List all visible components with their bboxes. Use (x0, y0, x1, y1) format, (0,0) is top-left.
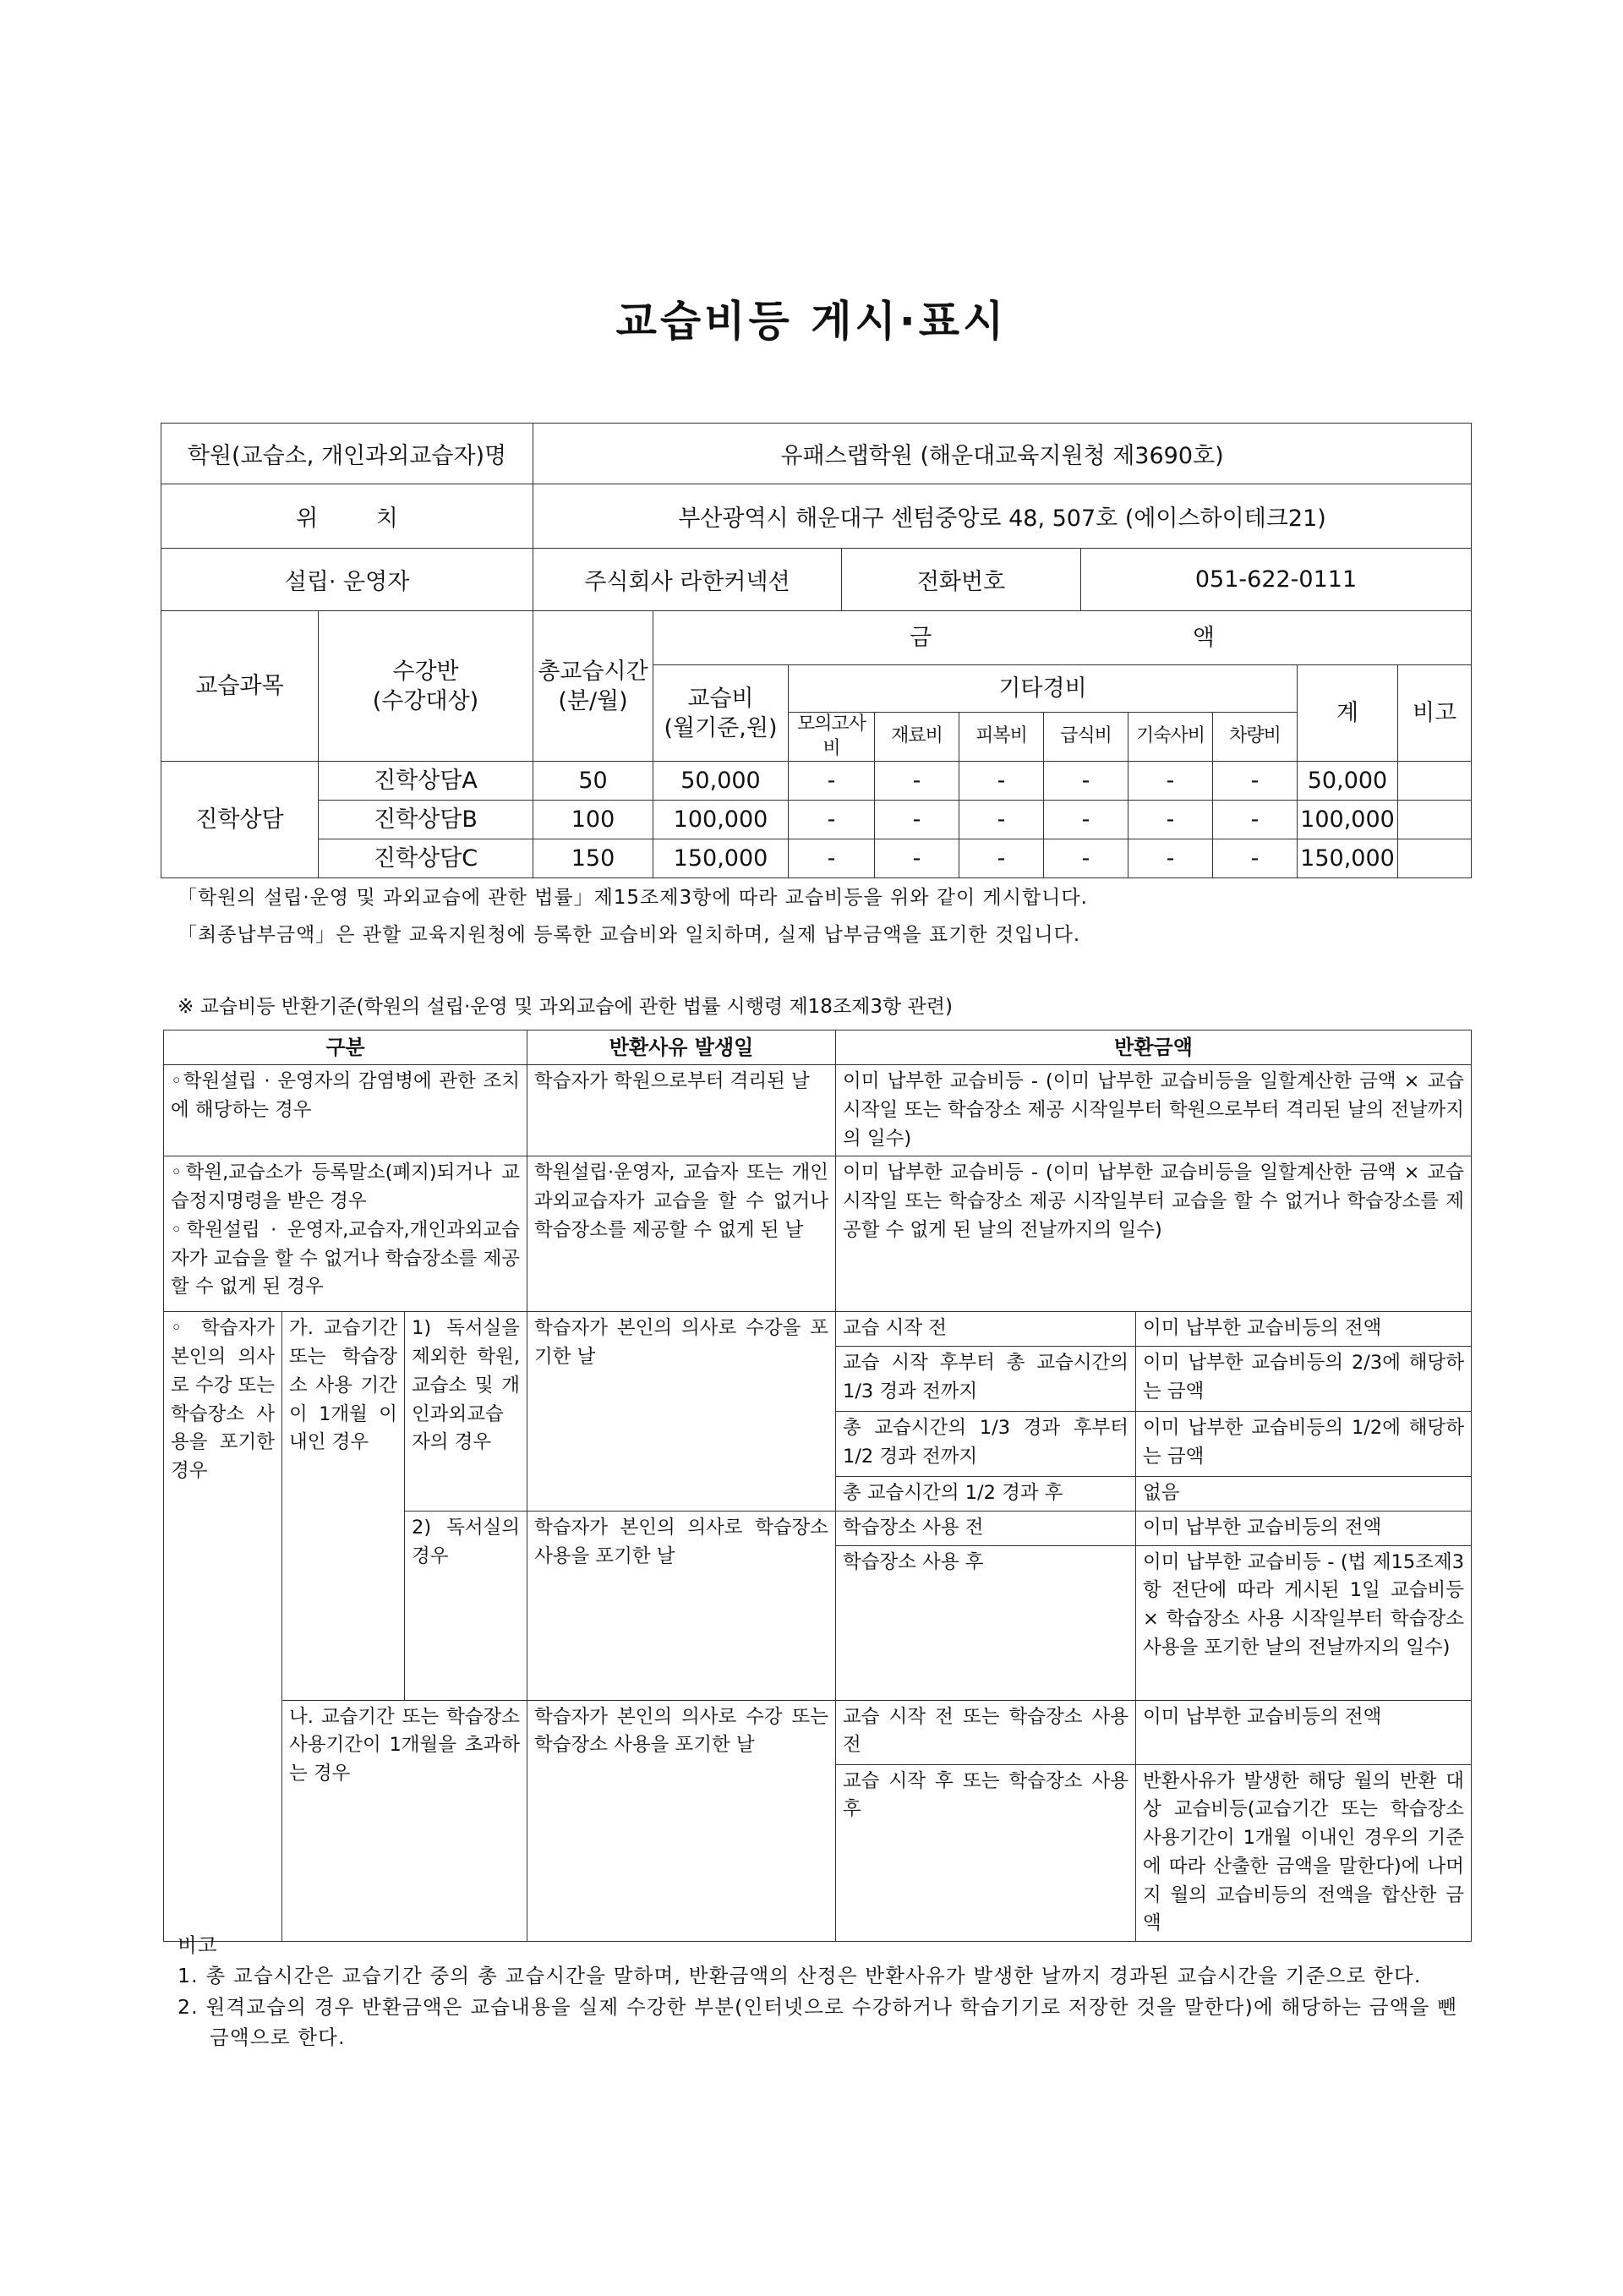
founder-label: 설립· 운영자 (161, 549, 533, 611)
header-dorm: 기숙사비 (1128, 713, 1213, 762)
total-cell: 50,000 (1298, 762, 1398, 801)
time-cell: 50 (533, 762, 653, 801)
remarks-label: 비고 (178, 1933, 218, 1957)
tuition-cell: 100,000 (653, 801, 789, 839)
refund-when: 학습장소 사용 후 (836, 1545, 1136, 1700)
total-cell: 100,000 (1298, 801, 1398, 839)
phone-label: 전화번호 (842, 549, 1081, 611)
fees-table (161, 610, 1472, 878)
refund-date-closure: 학원설립·운영자, 교습자 또는 개인과외교습자가 교습을 할 수 없거나 학습장소를 제공할 수 없게 된 날 (527, 1156, 836, 1312)
table-row (161, 801, 1472, 839)
note-cell (1398, 801, 1472, 839)
note-cell (1398, 839, 1472, 878)
refund-sub-a1-date: 학습자가 본인의 의사로 수강을 포기한 날 (527, 1312, 836, 1512)
refund-when: 총 교습시간의 1/2 경과 후 (836, 1477, 1136, 1512)
refund-amount: 이미 납부한 교습비등의 전액 (1136, 1511, 1472, 1545)
refund-sub-b-date: 학습자가 본인의 의사로 수강 또는 학습장소 사용을 포기한 날 (527, 1700, 836, 1942)
founder-value: 주식회사 라한커넥션 (533, 549, 842, 611)
materials-cell: - (875, 762, 959, 801)
refund-amount: 없음 (1136, 1477, 1472, 1512)
refund-when: 총 교습시간의 1/3 경과 후부터 1/2 경과 전까지 (836, 1412, 1136, 1477)
refund-when: 교습 시작 후 또는 학습장소 사용 후 (836, 1764, 1136, 1942)
meal-cell: - (1044, 839, 1128, 878)
time-cell: 100 (533, 801, 653, 839)
refund-when: 교습 시작 전 또는 학습장소 사용 전 (836, 1700, 1136, 1764)
refund-when: 학습장소 사용 전 (836, 1511, 1136, 1545)
mock-cell: - (789, 762, 875, 801)
refund-date-infection: 학습자가 학원으로부터 격리된 날 (527, 1065, 836, 1156)
total-cell: 150,000 (1298, 839, 1398, 878)
location-value: 부산광역시 해운대구 센텀중앙로 48, 507호 (에이스하이테크21) (533, 484, 1472, 549)
mock-cell: - (789, 801, 875, 839)
refund-caption: ※ 교습비등 반환기준(학원의 설립·운영 및 과외교습에 관한 법률 시행령 제18조제3항 관련) (178, 996, 953, 1018)
materials-cell: - (875, 839, 959, 878)
refund-when: 교습 시작 전 (836, 1312, 1136, 1347)
tuition-cell: 150,000 (653, 839, 789, 878)
refund-category-closure (164, 1156, 527, 1312)
uniform-cell: - (959, 801, 1044, 839)
academy-name: 유패스랩학원 (해운대교육지원청 제3690호) (533, 424, 1472, 484)
refund-header-category: 구분 (164, 1030, 527, 1065)
header-total: 계 (1298, 665, 1398, 762)
refund-amount-infection: 이미 납부한 교습비등 - (이미 납부한 교습비등을 일할계산한 금액 × 교습 시작일 또는 학습장소 제공 시작일부터 학원으로부터 격리된 날의 전날까지의 일수) (836, 1065, 1472, 1156)
table-row (161, 839, 1472, 878)
refund-category-infection: ◦학원설립 · 운영자의 감염병에 관한 조치에 해당하는 경우 (164, 1065, 527, 1156)
header-uniform: 피복비 (959, 713, 1044, 762)
phone-value: 051-622-0111 (1081, 549, 1472, 611)
header-amount: 금 액 (653, 611, 1472, 665)
refund-sub-a: 가. 교습기간 또는 학습장소 사용 기간이 1개월 이내인 경우 (282, 1312, 405, 1700)
header-materials: 재료비 (875, 713, 959, 762)
header-subject: 교습과목 (161, 611, 319, 762)
tuition-cell: 50,000 (653, 762, 789, 801)
header-other-expenses: 기타경비 (789, 665, 1298, 713)
header-total-time: 총교습시간(분/월) (533, 611, 653, 762)
refund-sub-a1: 1) 독서실을 제외한 학원, 교습소 및 개인과외교습자의 경우 (405, 1312, 527, 1512)
refund-amount: 반환사유가 발생한 해당 월의 반환 대상 교습비등(교습기간 또는 학습장소 사용기간이 1개월 이내인 경우의 기준에 따라 산출한 금액을 말한다)에 나머지 월의 교습비등의 전액을 합산한 금액 (1136, 1764, 1472, 1942)
meal-cell: - (1044, 762, 1128, 801)
refund-category-closure-a: ◦학원,교습소가 등록말소(폐지)되거나 교습정지명령을 받은 경우 (171, 1162, 521, 1212)
refund-amount: 이미 납부한 교습비등의 2/3에 해당하는 금액 (1136, 1347, 1472, 1412)
header-course: 수강반 (수강대상) (319, 611, 533, 762)
refund-header-amount: 반환금액 (836, 1030, 1472, 1065)
posting-note: 「학원의 설립·운영 및 과외교습에 관한 법률」제15조제3항에 따라 교습비등을 위와 같이 게시합니다. (178, 887, 1088, 909)
note-cell (1398, 762, 1472, 801)
dorm-cell: - (1128, 801, 1213, 839)
refund-category-closure-b: ◦학원설립 · 운영자,교습자,개인과외교습자가 교습을 할 수 없거나 학습장소를 제공할 수 없게 된 경우 (171, 1218, 521, 1298)
header-meal: 급식비 (1044, 713, 1128, 762)
dorm-cell: - (1128, 762, 1213, 801)
refund-category-voluntary: ◦학습자가 본인의 의사로 수강 또는 학습장소 사용을 포기한 경우 (164, 1312, 282, 1942)
refund-sub-b: 나. 교습기간 또는 학습장소 사용기간이 1개월을 초과하는 경우 (282, 1700, 527, 1942)
uniform-cell: - (959, 762, 1044, 801)
table-row (161, 762, 1472, 801)
refund-sub-a2-date: 학습자가 본인의 의사로 학습장소 사용을 포기한 날 (527, 1511, 836, 1700)
vehicle-cell: - (1213, 762, 1298, 801)
subject-cell: 진학상담 (161, 762, 319, 878)
academy-info-table (161, 423, 1472, 611)
header-note: 비고 (1398, 665, 1472, 762)
materials-cell: - (875, 801, 959, 839)
meal-cell: - (1044, 801, 1128, 839)
refund-table (163, 1030, 1472, 1942)
remark-item: 1. 총 교습시간은 교습기간 중의 총 교습시간을 말하며, 반환금액의 산정은 반환사유가 발생한 날까지 경과된 교습시간을 기준으로 한다. (178, 1964, 1422, 1988)
vehicle-cell: - (1213, 839, 1298, 878)
remarks-section (178, 1930, 1471, 2053)
time-cell: 150 (533, 839, 653, 878)
refund-amount: 이미 납부한 교습비등의 전액 (1136, 1700, 1472, 1764)
remark-item: 2. 원격교습의 경우 반환금액은 교습내용을 실제 수강한 부분(인터넷으로 수강하거나 학습기기로 저장한 것을 말한다)에 해당하는 금액을 뺀 금액으로 한다. (178, 1994, 1458, 2050)
refund-amount-closure: 이미 납부한 교습비등 - (이미 납부한 교습비등을 일할계산한 금액 × 교습 시작일 또는 학습장소 제공 시작일부터 교습을 할 수 없거나 학습장소를 제공할 수 없게 된 날의 전날까지의 일수) (836, 1156, 1472, 1312)
page-title: 교습비등 게시·표시 (615, 297, 1008, 346)
location-label: 위 치 (161, 484, 533, 549)
refund-when: 교습 시작 후부터 총 교습시간의 1/3 경과 전까지 (836, 1347, 1136, 1412)
refund-amount: 이미 납부한 교습비등 - (법 제15조제3항 전단에 따라 게시된 1일 교습비등 × 학습장소 사용 시작일부터 학습장소 사용을 포기한 날의 전날까지의 일수) (1136, 1545, 1472, 1700)
refund-amount: 이미 납부한 교습비등의 1/2에 해당하는 금액 (1136, 1412, 1472, 1477)
mock-cell: - (789, 839, 875, 878)
refund-amount: 이미 납부한 교습비등의 전액 (1136, 1312, 1472, 1347)
header-vehicle: 차량비 (1213, 713, 1298, 762)
refund-sub-a2: 2) 독서실의 경우 (405, 1511, 527, 1700)
course-cell: 진학상담B (319, 801, 533, 839)
final-amount-note: 「최종납부금액」은 관할 교육지원청에 등록한 교습비와 일치하며, 실제 납부금액을 표기한 것입니다. (178, 924, 1081, 946)
course-cell: 진학상담C (319, 839, 533, 878)
dorm-cell: - (1128, 839, 1213, 878)
header-mock-exam: 모의고사비 (789, 713, 875, 762)
uniform-cell: - (959, 839, 1044, 878)
vehicle-cell: - (1213, 801, 1298, 839)
academy-name-label: 학원(교습소, 개인과외교습자)명 (161, 424, 533, 484)
course-cell: 진학상담A (319, 762, 533, 801)
header-tuition: 교습비 (월기준,원) (653, 665, 789, 762)
refund-header-date: 반환사유 발생일 (527, 1030, 836, 1065)
